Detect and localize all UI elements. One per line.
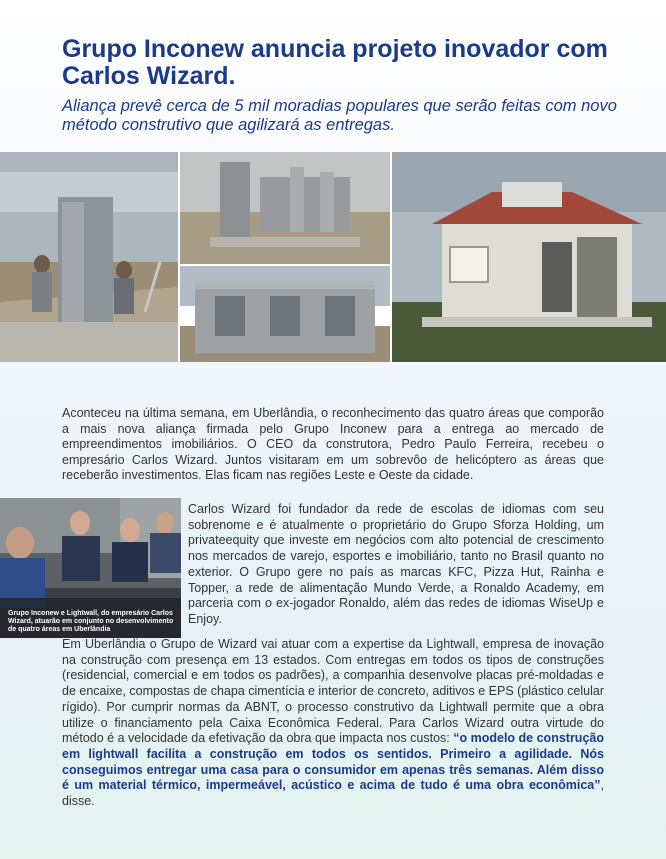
photo-workers-assembling-wall [0,152,178,362]
photo-finished-house [392,152,666,362]
article-subtitle: Aliança prevê cerca de 5 mil moradias populares que serão feitas com novo método construtivo que agilizará as entregas. [62,97,617,134]
photo-collage [0,152,666,362]
article-intro: Aconteceu na última semana, em Uberlândia, o reconhecimento das quatro áreas que comporão a mais nova aliança firmada pelo Grupo Inconew para a entrega ao mercado de empreendimentos imobiliários. O CEO da construtora, Pedro Paulo Ferreira, recebeu o empresário Carlos Wizard. Juntos visitaram em um sobrevôo de helicóptero as áreas que receberão investimentos. Elas ficam nas regiões Leste e Oeste da cidade. [62,406,604,483]
quote-attribution: , disse. [62,778,604,809]
photo-panels-site [180,152,390,264]
article-body [62,637,604,810]
wizard-bio: Carlos Wizard foi fundador da rede de escolas de idiomas com seu sobrenome e é atualmente o proprietário do Grupo Sforza Holding, um privateequity que investe em negócios com alto potencial de crescimento nos mercados de varejo, esportes e imobiliário, tanto no Brasil quanto no exterior. O Grupo gere no país as marcas KFC, Pizza Hut, Rainha e Topper, a rede de alimentação Mundo Verde, a Ronaldo Academy, em parceria com o ex-jogador Ronaldo, além das redes de idiomas WiseUp e Enjoy. [188,502,604,626]
photo-wall-structure [180,266,390,362]
photo-caption: Grupo Inconew e Lightwall, do empresário Carlos Wizard, atuarão em conjunto no desenvolvimento de quatro áreas em Uberlândia [8,610,174,633]
body-text: Em Uberlândia o Grupo de Wizard vai atuar com a expertise da Lightwall, empresa de inovação na construção com presença em 13 estados. Com entregas em todos os tipos de construções (residencial, comercial e em todos os padrões), a companhia desenvolve placas pré-moldadas e de encaixe, compostas de chapa cimentícia e interior de concreto, aditivos e EPS (plástico celular rígido). Por cumprir normas da ABNT, o processo construtivo da Lightwall permite que a obra utilize o financiamento pela Caixa Econômica Federal. Para Carlos Wizard outra virtude do método é a velocidade da efetivação da obra que impacta nos custos: [62,637,604,746]
wizard-quote: “o modelo de construção em lightwall facilita a construção em todos os sentidos. Primeiro a agilidade. Nós conseguimos entregar uma casa para o consumidor em apenas três semanas. Além disso é um material térmico, impermeável, acústico e acima de tudo é uma obra econômica” [62,731,604,793]
article-title: Grupo Inconew anuncia projeto inovador com Carlos Wizard. [62,35,608,90]
photo-meeting [0,498,181,638]
